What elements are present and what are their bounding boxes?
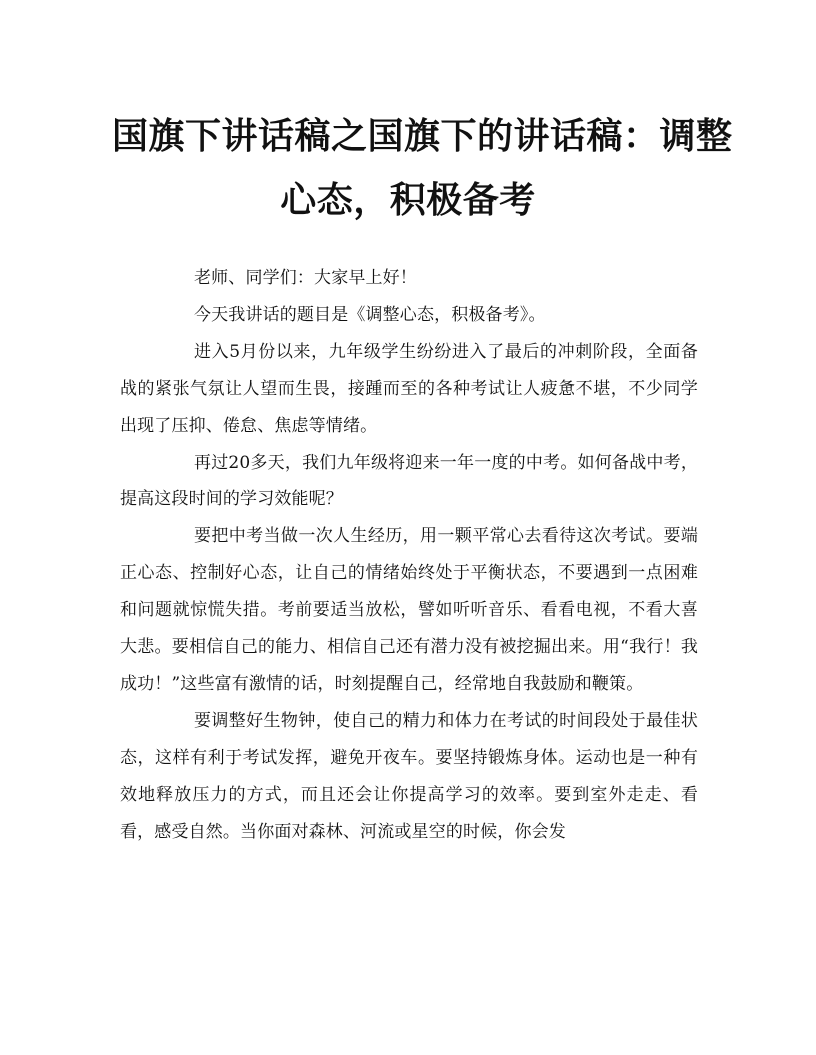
paragraph-mindset: 要把中考当做一次人生经历，用一颗平常心去看待这次考试。要端正心态、控制好心态，让自己的情绪始终处于平衡状态，不要遇到一点困难和问题就惊慌失措。考前要适当放松，譬如听听音乐、看看电视，不看大喜大悲。要相信自己的能力、相信自己还有潜力没有被挖掘出来。用“我行！我成功！”这些富有激情的话，时刻提醒自己，经常地自我鼓励和鞭策。: [120, 526, 698, 694]
title-line-1: 国旗下讲话稿之国旗下的讲话稿：调整: [112, 115, 733, 157]
paragraph-topic: 今天我讲话的题目是《调整心态，积极备考》。: [194, 304, 546, 325]
title-line-2: 心态，积极备考: [280, 179, 536, 221]
document-body: [120, 260, 698, 851]
paragraph-greeting: 老师、同学们：大家早上好！: [194, 268, 417, 288]
paragraph-countdown: 再过20多天，我们九年级将迎来一年一度的中考。如何备战中考，提高这段时间的学习效能呢？: [120, 452, 698, 510]
paragraph-routine: 要调整好生物钟，使自己的精力和体力在考试的时间段处于最佳状态，这样有利于考试发挥，避免开夜车。要坚持锻炼身体。运动也是一种有效地释放压力的方式，而且还会让你提高学习的效率。要到室外走走、看看，感受自然。当你面对森林、河流或星空的时候，你会发: [120, 710, 698, 842]
document-title: [112, 104, 733, 232]
paragraph-background: 进入5月份以来，九年级学生纷纷进入了最后的冲刺阶段，全面备战的紧张气氛让人望而生畏，接踵而至的各种考试让人疲惫不堪，不少同学出现了压抑、倦怠、焦虑等情绪。: [120, 341, 698, 436]
